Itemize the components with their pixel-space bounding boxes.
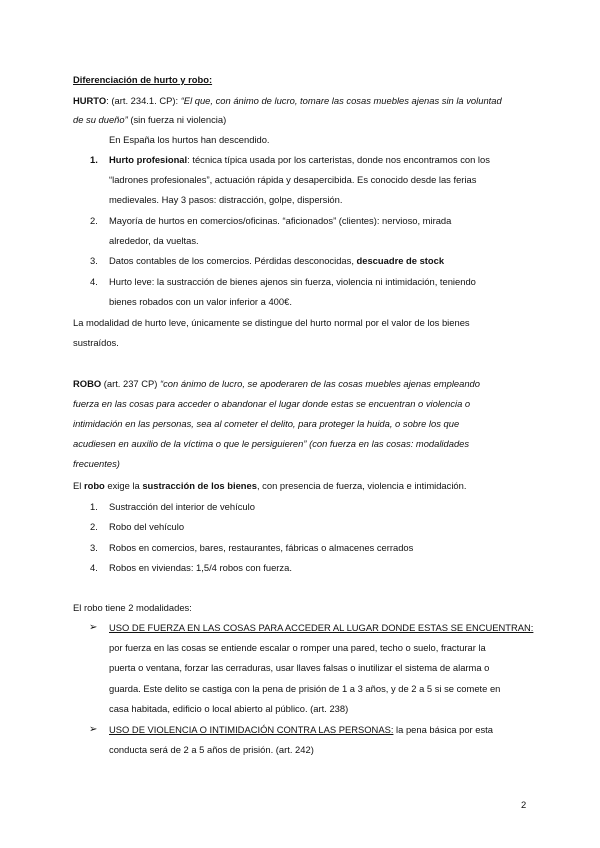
- hurto-item-1-line1: Hurto profesional: técnica típica usada por los carteristas, donde nos encontramos con los: [109, 154, 490, 165]
- hurto-spain-note: En España los hurtos han descendido.: [109, 134, 270, 145]
- modalidad-fuerza-line: puerta o ventana, forzar las cerraduras, usar llaves falsas o inutilizar el sistema de alarma o: [109, 662, 490, 673]
- modalidades-intro: El robo tiene 2 modalidades:: [73, 602, 192, 613]
- descuadre-stock: descuadre de stock: [356, 255, 445, 266]
- robo-exige: El robo exige la sustracción de los bienes, con presencia de fuerza, violencia e intimidación.: [73, 480, 467, 491]
- hurto-item-1-bold: Hurto profesional: [109, 154, 188, 165]
- robo-item: Robos en viviendas: 1,5/4 robos con fuerza.: [109, 562, 292, 573]
- modalidad-fuerza-line: casa habitada, edificio o local abierto al público. (art. 238): [109, 703, 349, 714]
- hurto-item-1-line2: “ladrones profesionales”, actuación rápida y desapercibida. Es conocido desde las ferias: [109, 174, 477, 185]
- modalidad-fuerza-line: por fuerza en las cosas se entiende escalar o romper una pared, techo o suelo, fracturar la: [109, 642, 486, 653]
- robo-quote-line: intimidación en las personas, sea al cometer el delito, para proteger la huida, o sobre los que: [73, 418, 460, 429]
- robo-item-number: 1.: [90, 501, 98, 512]
- hurto-item-1-line3: medievales. Hay 3 pasos: distracción, golpe, dispersión.: [109, 194, 343, 205]
- hurto-ref: : (art. 234.1. CP):: [106, 95, 181, 106]
- robo-quote-line: fuerza en las cosas para acceder o abandonar el lugar donde estas se encuentran o violencia o: [73, 398, 471, 409]
- robo-label: ROBO: [73, 378, 102, 389]
- hurto-item-number: 4.: [90, 276, 98, 287]
- robo-item: Robo del vehículo: [109, 521, 185, 532]
- robo-definition-line1: ROBO (art. 237 CP) “con ánimo de lucro, se apoderaren de las cosas muebles ajenas empleando: [73, 378, 480, 389]
- robo-item-number: 3.: [90, 542, 98, 553]
- hurto-quote-line2: de su dueño”: [73, 114, 128, 125]
- arrow-bullet-icon: ➢: [89, 622, 98, 633]
- robo-quote-line: acudiesen en auxilio de la víctima o que le persiguieren” (con fuerza en las cosas: modalidades: [73, 438, 470, 449]
- hurto-item-4-line1: Hurto leve: la sustracción de bienes ajenos sin fuerza, violencia ni intimidación, teniendo: [109, 276, 476, 287]
- hurto-definition-line2: [73, 110, 226, 130]
- modalidad-violencia-line: conducta será de 2 a 5 años de prisión. (art. 242): [109, 744, 314, 755]
- hurto-leve-line2: sustraídos.: [73, 337, 119, 348]
- modalidad-fuerza-line: guarda. Este delito se castiga con la pena de prisión de 1 a 3 años, y de 2 a 5 si se comete en: [109, 683, 501, 694]
- hurto-item-number: 1.: [90, 154, 98, 165]
- page-number: 2: [521, 799, 527, 810]
- hurto-item-2-line2: alrededor, da vueltas.: [109, 235, 199, 246]
- robo-item-number: 2.: [90, 521, 98, 532]
- hurto-label: HURTO: [73, 95, 107, 106]
- robo-item: Robos en comercios, bares, restaurantes, fábricas o almacenes cerrados: [109, 542, 414, 553]
- hurto-item-4-line2: bienes robados con un valor inferior a 400€.: [109, 296, 292, 307]
- robo-ref: (art. 237 CP): [101, 378, 160, 389]
- modalidad-fuerza-title: USO DE FUERZA EN LAS COSAS PARA ACCEDER AL LUGAR DONDE ESTAS SE ENCUENTRAN:: [109, 622, 534, 633]
- hurto-item-2-line1: Mayoría de hurtos en comercios/oficinas. “aficionados” (clientes): nervioso, mirada: [109, 215, 452, 226]
- section-title: Diferenciación de hurto y robo:: [73, 74, 213, 85]
- hurto-item-3: Datos contables de los comercios. Pérdidas desconocidas, descuadre de stock: [109, 255, 445, 266]
- hurto-item-number: 3.: [90, 255, 98, 266]
- modalidad-violencia-title: USO DE VIOLENCIA O INTIMIDACIÓN CONTRA LAS PERSONAS:: [109, 724, 394, 735]
- hurto-quote-line1: “El que, con ánimo de lucro, tomare las cosas muebles ajenas sin la voluntad: [180, 95, 502, 106]
- robo-item: Sustracción del interior de vehículo: [109, 501, 255, 512]
- modalidad-violencia-line1: USO DE VIOLENCIA O INTIMIDACIÓN CONTRA LAS PERSONAS: la pena básica por esta: [109, 724, 493, 735]
- hurto-leve-line1: La modalidad de hurto leve, únicamente se distingue del hurto normal por el valor de los bienes: [73, 317, 470, 328]
- hurto-item-number: 2.: [90, 215, 98, 226]
- arrow-bullet-icon: ➢: [89, 724, 98, 735]
- hurto-definition-line1: [73, 91, 502, 111]
- robo-item-number: 4.: [90, 562, 98, 573]
- robo-quote-line: frecuentes): [73, 458, 120, 469]
- hurto-note: (sin fuerza ni violencia): [127, 114, 227, 125]
